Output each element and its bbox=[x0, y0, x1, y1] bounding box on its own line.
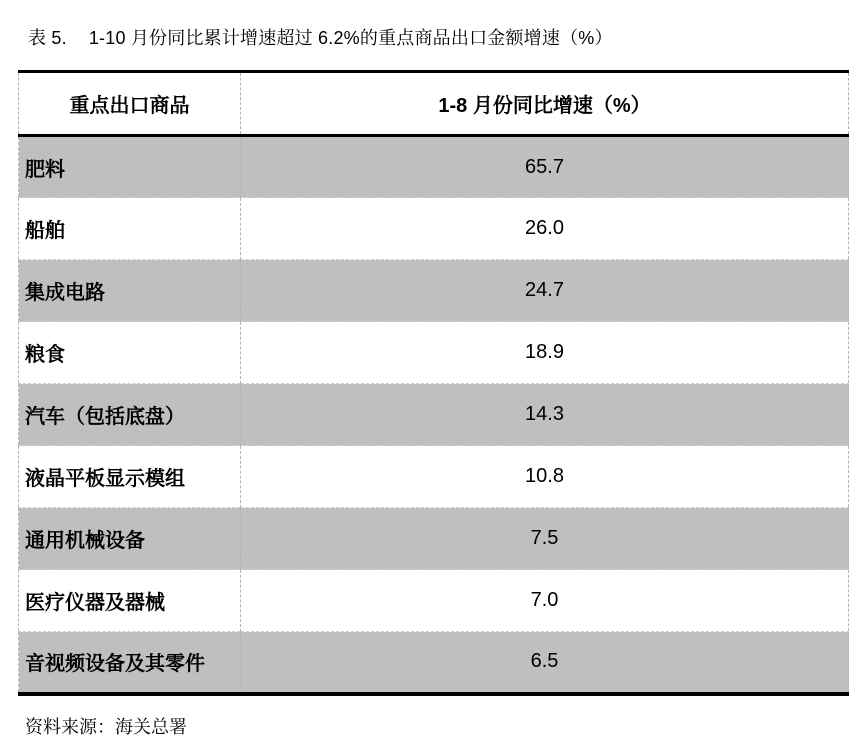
product-name-cell: 医疗仪器及器械 bbox=[19, 570, 241, 632]
product-name-cell: 集成电路 bbox=[19, 260, 241, 322]
growth-value-cell: 10.8 bbox=[241, 446, 849, 508]
growth-value-cell: 6.5 bbox=[241, 632, 849, 694]
growth-value-cell: 26.0 bbox=[241, 198, 849, 260]
export-growth-table bbox=[18, 70, 849, 696]
table-row bbox=[19, 508, 849, 570]
table-title bbox=[0, 0, 867, 50]
table-row bbox=[19, 136, 849, 198]
table-title-text: 1-10 月份同比累计增速超过 6.2%的重点商品出口金额增速（%） bbox=[88, 28, 613, 48]
table-row bbox=[19, 384, 849, 446]
product-name-cell: 液晶平板显示模组 bbox=[19, 446, 241, 508]
product-name-cell: 汽车（包括底盘） bbox=[19, 384, 241, 446]
table-row bbox=[19, 570, 849, 632]
table-row bbox=[19, 322, 849, 384]
growth-value-cell: 24.7 bbox=[241, 260, 849, 322]
growth-value-cell: 18.9 bbox=[241, 322, 849, 384]
table-row bbox=[19, 632, 849, 694]
table-body bbox=[19, 136, 849, 694]
table-row bbox=[19, 446, 849, 508]
growth-value-cell: 14.3 bbox=[241, 384, 849, 446]
table-row bbox=[19, 198, 849, 260]
product-name-cell: 船舶 bbox=[19, 198, 241, 260]
product-name-cell: 粮食 bbox=[19, 322, 241, 384]
column-header-growth: 1-8 月份同比增速（%） bbox=[241, 72, 849, 136]
source-note: 资料来源：海关总署 bbox=[25, 716, 187, 737]
table-row bbox=[19, 260, 849, 322]
growth-value-cell: 7.0 bbox=[241, 570, 849, 632]
header-row bbox=[19, 72, 849, 136]
table-title-number: 表 5. bbox=[28, 28, 67, 48]
growth-value-cell: 7.5 bbox=[241, 508, 849, 570]
product-name-cell: 音视频设备及其零件 bbox=[19, 632, 241, 694]
growth-value-cell: 65.7 bbox=[525, 155, 564, 178]
product-name-cell: 通用机械设备 bbox=[19, 508, 241, 570]
table-header bbox=[19, 72, 849, 136]
column-header-product: 重点出口商品 bbox=[19, 72, 241, 136]
product-name-cell: 肥料 bbox=[19, 136, 241, 198]
data-table-container bbox=[18, 70, 848, 696]
